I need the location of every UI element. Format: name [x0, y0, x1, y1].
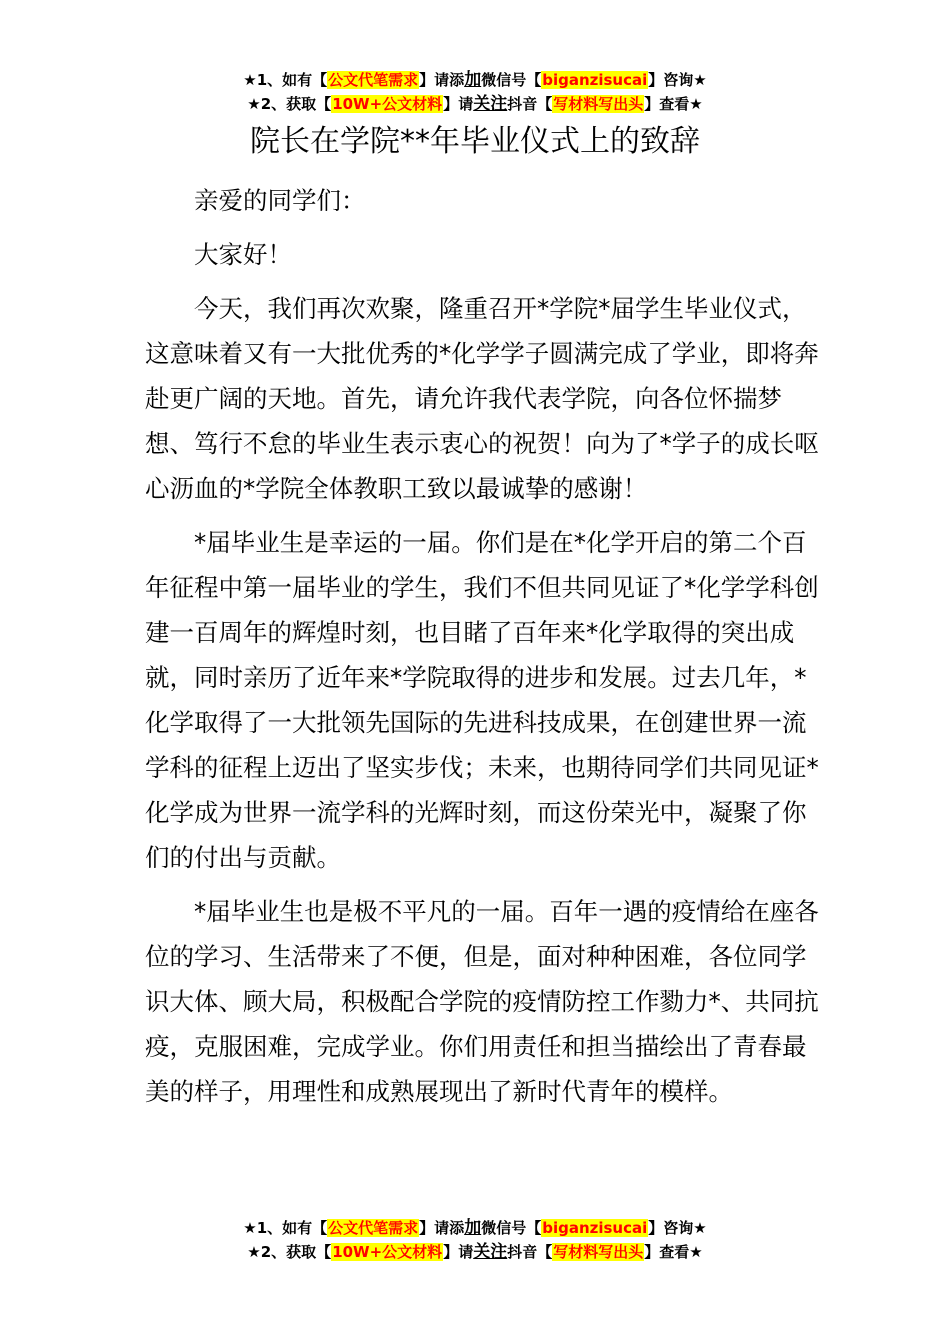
banner-text: 】咨询★	[648, 71, 707, 89]
banner-text: ★1、如有【	[243, 1219, 328, 1237]
salutation: 亲爱的同学们：	[194, 186, 366, 215]
body-paragraph: *届毕业生是幸运的一届。你们是在*化学开启的第二个百年征程中第一届毕业的学生，我们不但共同见证了*化学学科创建一百周年的辉煌时刻，也目睹了百年来*化学取得的突出成就，同时亲历了近年来*学院取得的进步和发展。过去几年，*化学取得了一大批领先国际的先进科技成果，在创建世界一流学科的征程上迈出了坚实步伐；未来，也期待同学们共同见证*化学成为世界一流学科的光辉时刻，而这份荣光中，凝聚了你们的付出与贡献。	[145, 528, 819, 872]
document-body	[145, 178, 825, 1123]
banner-highlight: 公文代笔需求	[328, 1219, 419, 1237]
banner-highlight: 写材料写出头	[553, 1243, 644, 1261]
greeting: 大家好！	[194, 240, 292, 269]
banner-text: 】查看★	[644, 1243, 703, 1261]
banner-text: ★2、获取【	[247, 1243, 332, 1261]
banner-line-1	[0, 68, 950, 92]
banner-line-2	[0, 1240, 950, 1264]
banner-text: 微信号【	[481, 71, 542, 89]
banner-text: 微信号【	[481, 1219, 542, 1237]
banner-text: 】咨询★	[648, 1219, 707, 1237]
banner-highlight: biganzisucai	[542, 71, 648, 89]
banner-text: 】请添	[419, 1219, 465, 1237]
footer-banner	[0, 1216, 950, 1264]
body-paragraph: *届毕业生也是极不平凡的一届。百年一遇的疫情给在座各位的学习、生活带来了不便，但是，面对种种困难，各位同学识大体、顾大局，积极配合学院的疫情防控工作勠力*、共同抗疫，克服困难，完成学业。你们用责任和担当描绘出了青春最美的样子，用理性和成熟展现出了新时代青年的模样。	[145, 897, 819, 1106]
banner-highlight: 10W+公文材料	[332, 1243, 443, 1261]
banner-highlight: 公文代笔需求	[328, 71, 419, 89]
banner-text: 】查看★	[644, 95, 703, 113]
banner-text: 】请	[443, 95, 474, 113]
banner-text: 】请添	[419, 71, 465, 89]
banner-highlight: 10W+公文材料	[332, 95, 443, 113]
banner-text: 抖音【	[507, 95, 553, 113]
banner-line-1	[0, 1216, 950, 1240]
banner-text: ★1、如有【	[243, 71, 328, 89]
header-banner	[0, 68, 950, 116]
page-title: 院长在学院**年毕业仪式上的致辞	[250, 124, 700, 159]
banner-text: 】请	[443, 1243, 474, 1261]
banner-highlight: biganzisucai	[542, 1219, 648, 1237]
banner-line-2	[0, 92, 950, 116]
body-paragraph: 今天，我们再次欢聚，隆重召开*学院*届学生毕业仪式，这意味着又有一大批优秀的*化学学子圆满完成了学业，即将奔赴更广阔的天地。首先，请允许我代表学院，向各位怀揣梦想、笃行不怠的毕业生表示衷心的祝贺！向为了*学子的成长呕心沥血的*学院全体教职工致以最诚挚的感谢！	[145, 294, 819, 503]
banner-emphasis: 关注	[473, 1242, 508, 1262]
banner-emphasis: 关注	[473, 94, 508, 114]
banner-emphasis: 加	[464, 1218, 482, 1238]
banner-highlight: 写材料写出头	[553, 95, 644, 113]
banner-text: 抖音【	[507, 1243, 553, 1261]
banner-text: ★2、获取【	[247, 95, 332, 113]
banner-emphasis: 加	[464, 70, 482, 90]
